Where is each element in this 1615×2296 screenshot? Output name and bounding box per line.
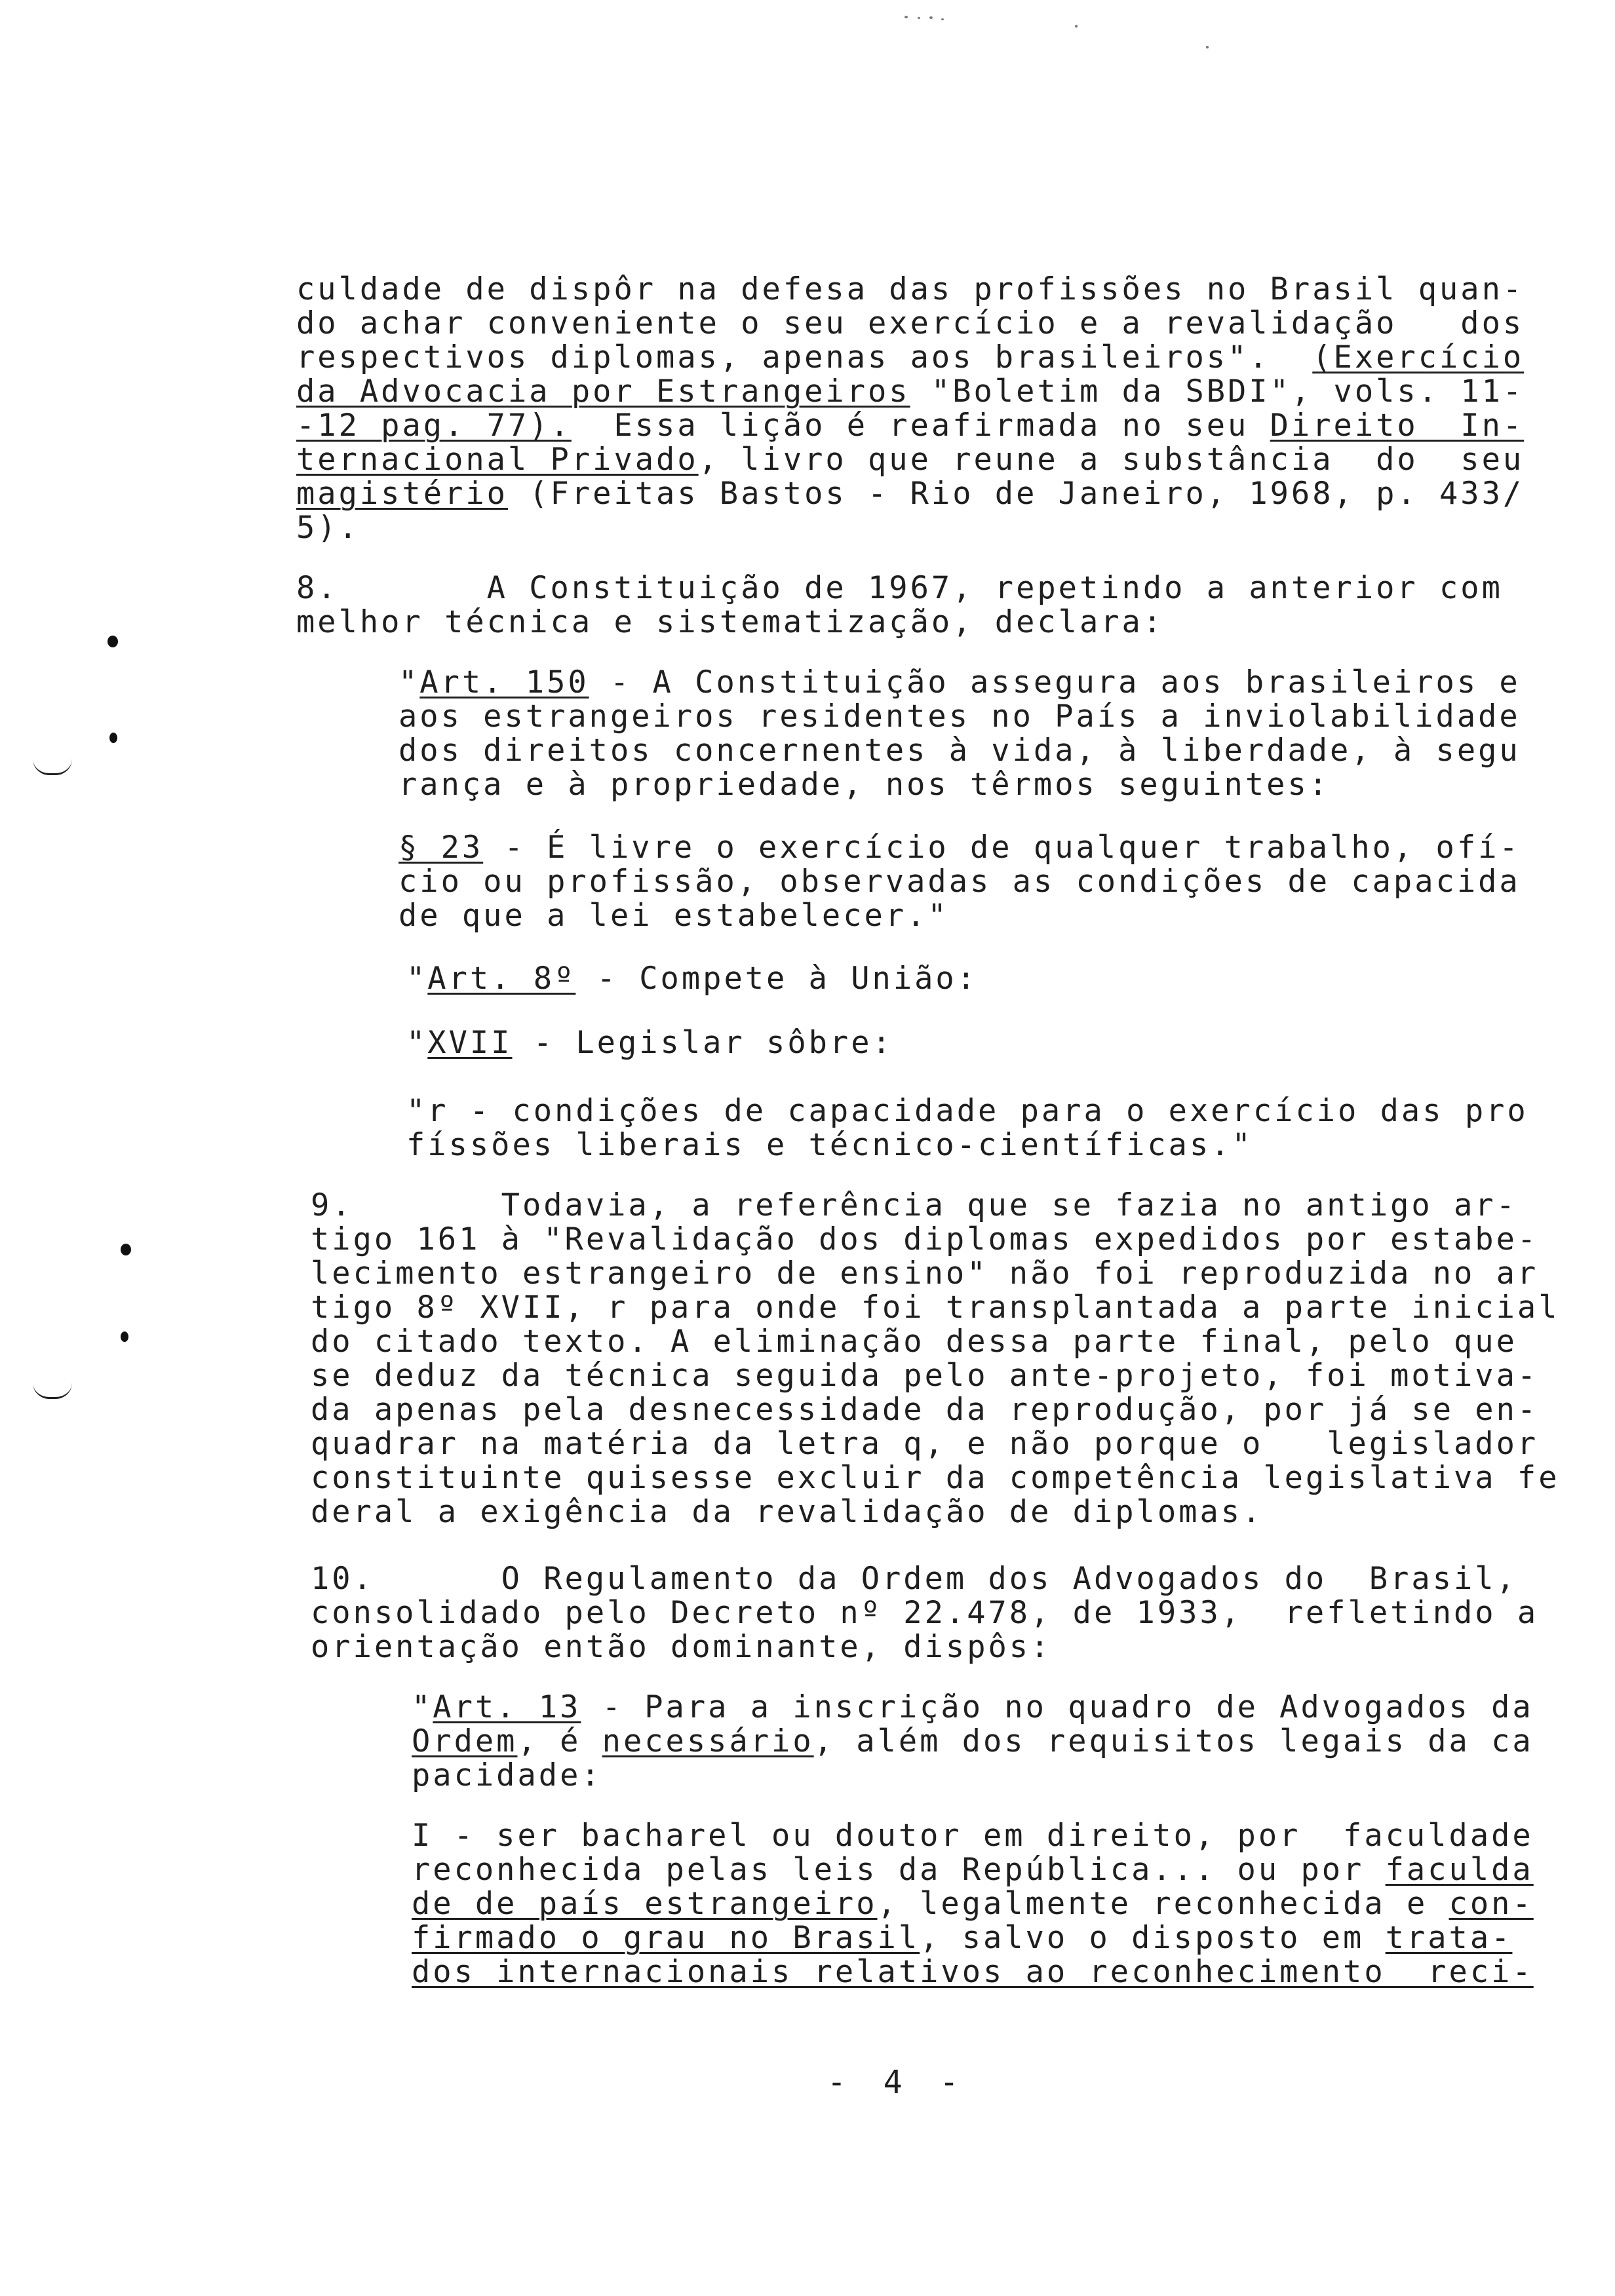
text-run: , é (517, 1723, 602, 1759)
scan-edge-mark (33, 1383, 72, 1399)
text-run: - A Constituição assegura aos brasileiros e (589, 664, 1521, 700)
quote-line (412, 1955, 1534, 1989)
text-line: 5). (296, 510, 360, 546)
quote-line: dos direitos concernentes à vida, à liberdade, à segu (399, 733, 1521, 769)
scan-speck (905, 16, 908, 18)
underlined-citation: -12 pag. 77). (296, 408, 572, 444)
binder-hole-mark (109, 733, 117, 743)
underlined-title: ternacional Privado (296, 442, 699, 478)
paragraph-9-line: lecimento estrangeiro de ensino" não foi reproduzida no ar (311, 1255, 1539, 1292)
page-number: - 4 - (827, 2064, 968, 2101)
section-ref: § 23 (399, 830, 484, 866)
text-line (296, 341, 1524, 375)
quote-line (406, 1026, 893, 1060)
paragraph-9-line: quadrar na matéria da letra q, e não porque o legislador (311, 1426, 1539, 1462)
scan-speck (941, 18, 944, 20)
binder-hole-mark (107, 636, 118, 647)
text-line: do achar conveniente o seu exercício e a revalidação dos (296, 305, 1525, 341)
paragraph-8-line: melhor técnica e sistematização, declara: (296, 604, 1165, 640)
text-run: (Freitas Bastos - Rio de Janeiro, 1968, p. 433/ (507, 476, 1525, 512)
text-run: reconhecida pelas leis da República... ou por (412, 1852, 1386, 1888)
paragraph-10-line: orientação então dominante, dispôs: (311, 1629, 1052, 1665)
underlined-phrase: faculda (1385, 1852, 1534, 1888)
quote-line: pacidade: (412, 1757, 602, 1793)
text-run: " (412, 1689, 433, 1725)
quote-line: I - ser bacharel ou doutor em direito, por faculdade (412, 1818, 1534, 1854)
quote-line: cio ou profissão, observadas as condições de capacida (399, 864, 1521, 900)
underlined-citation: da Advocacia por Estrangeiros (296, 373, 910, 410)
quote-line (399, 666, 1521, 700)
text-line: culdade de dispôr na defesa das profissões no Brasil quan- (296, 271, 1525, 307)
text-run: , legalmente reconhecida e (877, 1886, 1449, 1922)
scan-speck (1075, 25, 1078, 28)
item-ref: XVII (427, 1025, 513, 1061)
paragraph-9-line: se deduz da técnica seguida pelo ante-projeto, foi motiva- (311, 1358, 1539, 1394)
text-run: , além dos requisitos legais da ca (813, 1723, 1534, 1759)
quote-line (406, 962, 978, 996)
quote-line: físsões liberais e técnico-científicas." (406, 1127, 1253, 1163)
binder-hole-mark (121, 1244, 131, 1255)
text-run: - Compete à União: (575, 961, 979, 997)
quote-line (412, 1887, 1534, 1921)
paragraph-10-line: consolidado pelo Decreto nº 22.478, de 1933, refletindo a (311, 1595, 1539, 1631)
underlined-phrase: con- (1449, 1886, 1534, 1922)
text-line (296, 375, 1524, 409)
underlined-phrase: de de país estrangeiro (412, 1886, 878, 1922)
text-run: - É livre o exercício de qualquer trabalho, ofí- (483, 830, 1521, 866)
text-run: , salvo o disposto em (920, 1920, 1386, 1956)
underlined-phrase: trata- (1385, 1920, 1513, 1956)
text-line (296, 443, 1524, 477)
article-ref: Art. 13 (433, 1689, 581, 1725)
quote-line (399, 831, 1521, 865)
underlined-title: Direito In- (1270, 408, 1525, 444)
paragraph-9-line: deral a exigência da revalidação de diplomas. (311, 1494, 1264, 1530)
underlined-word: necessário (602, 1723, 814, 1759)
text-line (296, 409, 1524, 443)
quote-line (412, 1691, 1534, 1725)
underlined-phrase: firmado o grau no Brasil (412, 1920, 920, 1956)
quote-line (412, 1725, 1534, 1759)
text-run: Essa lição é reafirmada no seu (571, 408, 1270, 444)
text-run: , livro que reune a substância do seu (698, 442, 1525, 478)
paragraph-9-line: 9. Todavia, a referência que se fazia no antigo ar- (311, 1187, 1517, 1223)
quote-line: rança e à propriedade, nos têrmos seguintes: (399, 767, 1331, 803)
quote-line: de que a lei estabelecer." (399, 898, 949, 934)
quote-line (412, 1853, 1534, 1887)
text-run: " (406, 1025, 428, 1061)
scan-edge-mark (33, 759, 72, 775)
text-run: "Boletim da SBDI", vols. 11- (910, 373, 1525, 410)
paragraph-9-line: da apenas pela desnecessidade da reprodução, por já se en- (311, 1392, 1539, 1428)
scan-speck (918, 17, 920, 19)
scan-speck (929, 16, 933, 19)
underlined-phrase: dos internacionais relativos ao reconhecimento reci- (412, 1954, 1534, 1990)
paragraph-9-line: tigo 8º XVII, r para onde foi transplantada a parte inicial (311, 1290, 1560, 1326)
quote-line: "r - condições de capacidade para o exercício das pro (406, 1093, 1528, 1129)
text-run: " (399, 664, 420, 700)
text-run: " (406, 961, 428, 997)
text-run: - Para a inscrição no quadro de Advogados da (581, 1689, 1534, 1725)
paragraph-10-line: 10. O Regulamento da Ordem dos Advogados do Brasil, (311, 1561, 1517, 1597)
underlined-citation: (Exercício (1312, 339, 1525, 375)
paragraph-9-line: do citado texto. A eliminação dessa parte final, pelo que (311, 1324, 1517, 1360)
article-ref: Art. 150 (419, 664, 589, 700)
binder-hole-mark (121, 1331, 128, 1342)
underlined-word: Ordem (412, 1723, 518, 1759)
article-ref: Art. 8º (427, 961, 576, 997)
paragraph-8-line: 8. A Constituição de 1967, repetindo a anterior com (296, 570, 1503, 606)
quote-line: aos estrangeiros residentes no País a inviolabilidade (399, 698, 1521, 735)
scan-speck (1206, 46, 1209, 48)
paragraph-9-line: tigo 161 à "Revalidação dos diplomas expedidos por estabe- (311, 1221, 1539, 1257)
text-run: - Legislar sôbre: (512, 1025, 893, 1061)
text-run: respectivos diplomas, apenas aos brasileiros". (296, 339, 1313, 375)
quote-line (412, 1921, 1512, 1955)
underlined-word: magistério (296, 476, 508, 512)
paragraph-9-line: constituinte quisesse excluir da competência legislativa fe (311, 1460, 1560, 1496)
text-line (296, 477, 1524, 511)
